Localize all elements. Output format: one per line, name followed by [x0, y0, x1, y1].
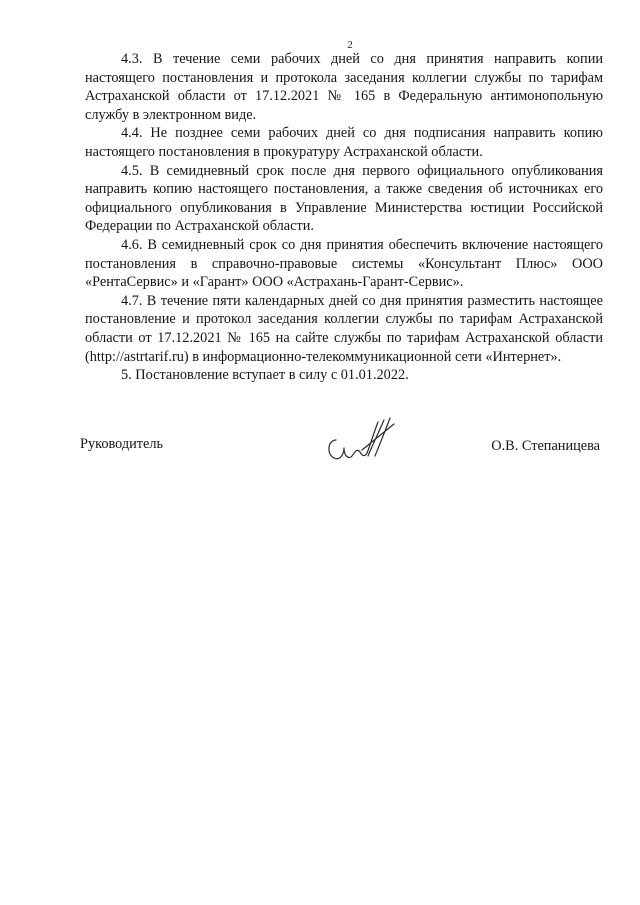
paragraph-4-7: 4.7. В течение пяти календарных дней со дня принятия разместить настоящее постановление и протокол заседания коллегии службы по тарифам Астраханской области от 17.12.2021 № 165 на сайте службы по тарифам Астраханской области (http://astrtarif.ru) в информационно-телекоммуникационной сети «Интернет».: [85, 292, 603, 365]
paragraph-4-6: 4.6. В семидневный срок со дня принятия обеспечить включение настоящего постановления в справочно-правовые системы «Консультант Плюс» ООО «РентаСервис» и «Гарант» ООО «Астрахань-Гарант-Сервис».: [85, 236, 603, 291]
page-number: 2: [347, 39, 353, 51]
signatory-title: Руководитель: [80, 436, 164, 452]
document-body: [85, 50, 603, 385]
paragraph-5: 5. Постановление вступает в силу с 01.01.2022.: [121, 367, 409, 384]
signature-block: [80, 410, 600, 470]
signatory-name: О.В. Степаницева: [491, 438, 600, 454]
paragraph-4-5: 4.5. В семидневный срок после дня первого официального опубликования направить копию настоящего постановления, а также сведения об источниках его официального опубликования в Управление Министерства юстиции Российской Федерации по Астраханской области.: [85, 162, 603, 235]
paragraph-4-4: 4.4. Не позднее семи рабочих дней со дня подписания направить копию настоящего постановления в прокуратуру Астраханской области.: [85, 125, 603, 160]
paragraph-4-3: 4.3. В течение семи рабочих дней со дня принятия направить копии настоящего постановления и протокола заседания коллегии службы по тарифам Астраханской области от 17.12.2021 № 165 в Федеральную антимонопольную службу в электронном виде.: [85, 51, 603, 123]
handwritten-signature: [322, 410, 402, 466]
